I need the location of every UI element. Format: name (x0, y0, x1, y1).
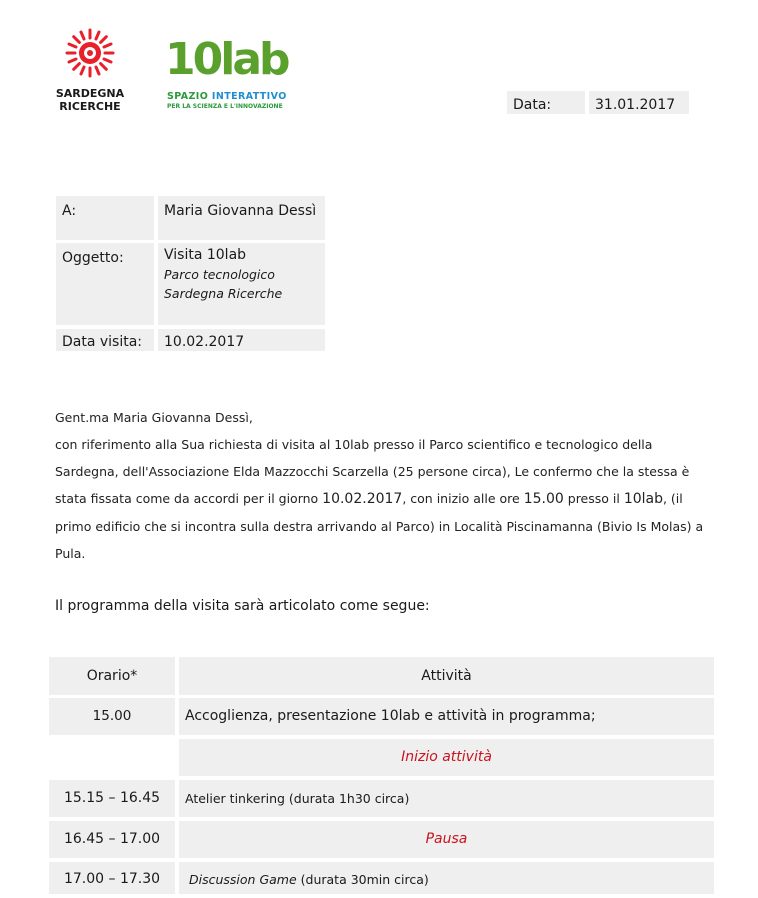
line3-end: , (il (662, 491, 683, 506)
place-inline: 10lab (623, 491, 663, 507)
start-activities-label: Inizio attività (401, 749, 492, 765)
to-label: A: (62, 203, 77, 219)
schedule-row-5-activity (179, 862, 714, 894)
logo-text-line2: RICERCHE (59, 100, 121, 113)
schedule-row-4-activity (179, 821, 714, 858)
tenlab-wordmark-text: 10lab (165, 34, 288, 85)
schedule-row-1-time: 15.00 (49, 698, 175, 735)
visit-date-value-cell (158, 329, 325, 351)
paragraph-line-5: Pula. (55, 546, 86, 561)
letter-body (55, 404, 705, 567)
line3-mid2: presso il (563, 491, 624, 506)
schedule-header-time: Orario* (49, 657, 175, 695)
sun-logo-icon (65, 28, 115, 78)
start-time-inline: 15.00 (523, 491, 564, 507)
schedule-row-3-activity: Atelier tinkering (durata 1h30 circa) (179, 780, 714, 817)
tenlab-logo (165, 34, 315, 120)
to-value-cell (158, 196, 325, 240)
recipient-name: Maria Giovanna Dessì (164, 203, 317, 219)
date-label: Data: (513, 97, 552, 113)
paragraph-line-1: con riferimento alla Sua richiesta di visita al 10lab presso il Parco scientifico e tecnologico della (55, 437, 653, 452)
visit-date-value: 10.02.2017 (164, 334, 245, 350)
paragraph-line-3 (55, 485, 705, 513)
line3-start: stata fissata come da accordi per il giorno (55, 491, 323, 506)
tenlab-subtitle-a: SPAZIO (167, 91, 209, 102)
schedule-row-2-activity (179, 739, 714, 776)
date-label-cell (507, 91, 585, 114)
subject-label: Oggetto: (62, 250, 124, 266)
greeting: Gent.ma Maria Giovanna Dessì, (55, 410, 253, 425)
subject-line-3: Sardegna Ricerche (164, 286, 283, 301)
schedule-header-activity: Attività (179, 657, 714, 695)
subject-label-cell (56, 243, 154, 325)
to-label-cell (56, 196, 154, 240)
subject-value-cell (158, 243, 325, 325)
subject-line-2: Parco tecnologico (164, 267, 275, 282)
visit-date-label: Data visita: (62, 334, 143, 350)
tenlab-tagline: PER LA SCIENZA E L'INNOVAZIONE (167, 103, 283, 110)
break-label: Pausa (425, 831, 468, 847)
tenlab-subtitle-b: INTERATTIVO (211, 91, 287, 102)
visit-date-inline: 10.02.2017 (322, 491, 403, 507)
discussion-game-duration: (durata 30min circa) (296, 872, 429, 887)
visit-date-label-cell (56, 329, 154, 351)
sardegna-ricerche-logo (50, 28, 130, 118)
discussion-game-label: Discussion Game (189, 872, 297, 887)
date-value: 31.01.2017 (595, 97, 676, 113)
schedule-row-3-time: 15.15 – 16.45 (49, 780, 175, 817)
program-intro: Il programma della visita sarà articolato come segue: (55, 598, 430, 614)
date-value-cell (589, 91, 689, 114)
logo-text-line1: SARDEGNA (55, 87, 125, 100)
paragraph-line-2: Sardegna, dell'Associazione Elda Mazzocchi Scarzella (25 persone circa), Le confermo che la stessa è (55, 464, 690, 479)
subject-title: Visita 10lab (164, 247, 247, 263)
schedule-row-5-time: 17.00 – 17.30 (49, 862, 175, 894)
schedule-row-4-time: 16.45 – 17.00 (49, 821, 175, 858)
tenlab-subtitle (167, 91, 287, 102)
line3-mid: , con inizio alle ore (402, 491, 524, 506)
paragraph-line-4: primo edificio che si incontra sulla destra arrivando al Parco) in Località Piscinamanna (Bivio Is Molas) a (55, 519, 704, 534)
schedule-row-1-activity: Accoglienza, presentazione 10lab e attività in programma; (179, 698, 714, 735)
tenlab-wordmark (165, 34, 288, 85)
